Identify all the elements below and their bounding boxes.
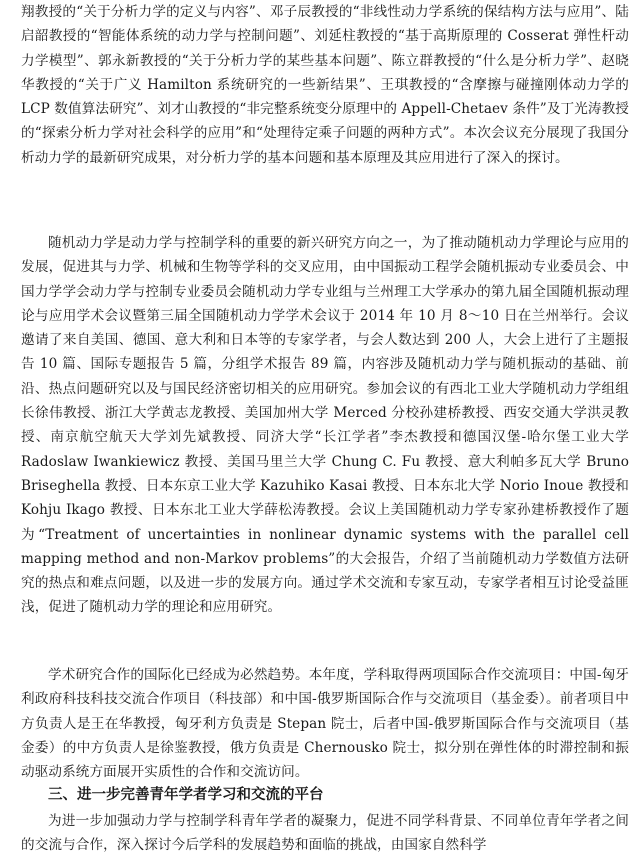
paragraph-young-scholars: 为进一步加强动力学与控制学科青年学者的凝聚力，促进不同学科背景、不同单位青年学者之间的交流与合作，深入探讨今后学科的发展趋势和面临的挑战，由国家自然科学 xyxy=(21,813,629,854)
paragraph-analytical-mechanics: 翔教授的“关于分析力学的定义与内容”、邓子辰教授的“非线性动力学系统的保结构方法与应用”、陆启韶教授的“智能体系统的动力学与控制问题”、刘延柱教授的“基于高斯原理的 Cosserat 弹性杆动力学模型”、郭永新教授的“关于分析力学的某些基本问题”、陈立群教授的“什么是分析力学”、赵晓华教授的“关于广义 Hamilton 系统研究的一些新结果”、王琪教授的“含摩擦与碰撞刚体动力学的 LCP 数值算法研究”、刘才山教授的“非完整系统变分原理中的 Appell-Chetaev 条件”及丁光涛教授的“探索分析力学对社会科学的应用”和“处理待定乘子问题的两种方式”。本次会议充分展现了我国分析动力学的最新研究成果，对分析力学的基本问题和基本原理及其应用进行了深入的探讨。 xyxy=(21,4,629,166)
paragraph-international-cooperation: 学术研究合作的国际化已经成为必然趋势。本年度，学科取得两项国际合作交流项目：中国-匈牙利政府科技科技交流合作项目（科技部）和中国-俄罗斯国际合作与交流项目（基金委）。前者项目中方负责人是王在华教授，匈牙利方负责是 Stepan 院士，后者中国-俄罗斯国际合作与交流项目（基金委）的中方负责人是徐鉴教授，俄方负责是 Chernousko 院士，拟分别在弹性体的时滞控制和振动驱动系统方面展开实质性的合作和交流访问。 xyxy=(21,667,629,781)
paragraph-random-dynamics: 随机动力学是动力学与控制学科的重要的新兴研究方向之一，为了推动随机动力学理论与应用的发展，促进其与力学、机械和生物等学科的交叉应用，由中国振动工程学会随机振动专业委员会、中国力学学会动力学与控制专业委员会随机动力学专业组与兰州理工大学承办的第九届全国随机振动理论与应用学术会议暨第三届全国随机动力学学术会议于 2014 年 10 月 8～10 日在兰州举行。会议邀请了来自美国、德国、意大利和日本等的专家学者，与会人数达到 200 人，大会上进行了主题报告 10 篇、国际专题报告 5 篇，分组学术报告 89 篇，内容涉及随机动力学与随机振动的基础、前沿、热点问题研究以及与国民经济密切相关的应用研究。参加会议的有西北工业大学随机动力学组组长徐伟教授、浙江大学黄志龙教授、美国加州大学 Merced 分校孙建桥教授、西安交通大学洪灵教授、南京航空航天大学刘先斌教授、同济大学“长江学者”李杰教授和德国汉堡-哈尔堡工业大学 Radoslaw Iwankiewicz 教授、美国马里兰大学 Chung C. Fu 教授、意大利帕多瓦大学 Bruno Briseghella 教授、日本东京工业大学 Kazuhiko Kasai 教授、日本东北大学 Norio Inoue 教授和 Kohju Ikago 教授、日本东北工业大学薛松涛教授。会议上美国随机动力学专家孙建桥教授作了题为“Treatment of uncertainties in nonlinear dynamic systems with the parallel cell mapping method and non-Markov problems”的大会报告，介绍了当前随机动力学数值方法研究的热点和难点问题，以及进一步的发展方向。通过学术交流和专家互动，专家学者相互讨论受益匪浅，促进了随机动力学的理论和应用研究。 xyxy=(21,235,629,616)
section-heading: 三、进一步完善青年学者学习和交流的平台 xyxy=(48,787,324,803)
